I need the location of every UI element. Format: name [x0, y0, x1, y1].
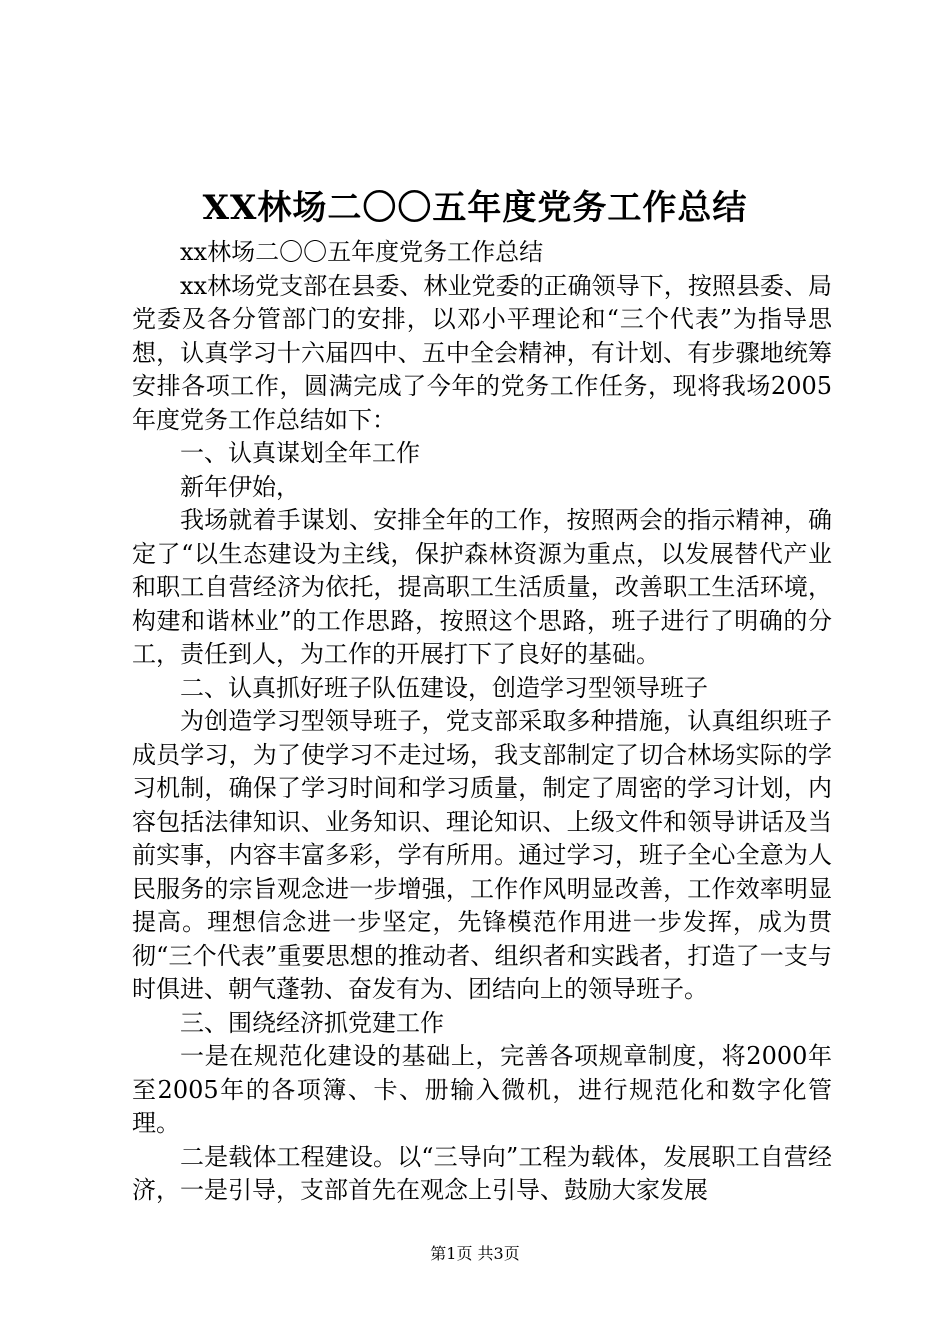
- document-title: XX林场二〇〇五年度党务工作总结: [202, 188, 748, 228]
- body-paragraph: 新年伊始，: [180, 472, 300, 501]
- section-heading: 三、围绕经济抓党建工作: [180, 1008, 444, 1037]
- document-body: [132, 236, 832, 1208]
- body-paragraph: xx林场党支部在县委、林业党委的正确领导下，按照县委、局党委及各分管部门的安排，以邓小平理论和“三个代表”为指导思想，认真学习十六届四中、五中全会精神，有计划、有步骤地统筹安排各项工作，圆满完成了今年的党务工作任务，现将我场2005年度党务工作总结如下：: [132, 271, 832, 434]
- body-paragraph: 我场就着手谋划、安排全年的工作，按照两会的指示精神，确定了“以生态建设为主线，保护森林资源为重点，以发展替代产业和职工自营经济为依托，提高职工生活质量，改善职工生活环境，构建和谐林业”的工作思路，按照这个思路，班子进行了明确的分工，责任到人，为工作的开展打下了良好的基础。: [132, 506, 832, 668]
- body-paragraph: 二是载体工程建设。以“三导向”工程为载体，发展职工自营经济，一是引导，支部首先在观念上引导、鼓励大家发展: [132, 1142, 832, 1204]
- body-paragraph: 一是在规范化建设的基础上，完善各项规章制度，将2000年至2005年的各项簿、卡、册输入微机，进行规范化和数字化管理。: [132, 1042, 832, 1137]
- section-heading: 二、认真抓好班子队伍建设，创造学习型领导班子: [180, 673, 708, 702]
- body-paragraph: 为创造学习型领导班子，党支部采取多种措施，认真组织班子成员学习，为了使学习不走过场，我支部制定了切合林场实际的学习机制，确保了学习时间和学习质量，制定了周密的学习计划，内容包括法律知识、业务知识、理论知识、上级文件和领导讲话及当前实事，内容丰富多彩，学有所用。通过学习，班子全心全意为人民服务的宗旨观念进一步增强，工作作风明显改善，工作效率明显提高。理想信念进一步坚定，先锋模范作用进一步发挥，成为贯彻“三个代表”重要思想的推动者、组织者和实践者，打造了一支与时俱进、朝气蓬勃、奋发有为、团结向上的领导班子。: [132, 707, 832, 1003]
- section-heading: 一、认真谋划全年工作: [180, 439, 420, 467]
- page-footer: 第1页 共3页: [430, 1244, 520, 1263]
- body-paragraph: xx林场二〇〇五年度党务工作总结: [180, 238, 544, 266]
